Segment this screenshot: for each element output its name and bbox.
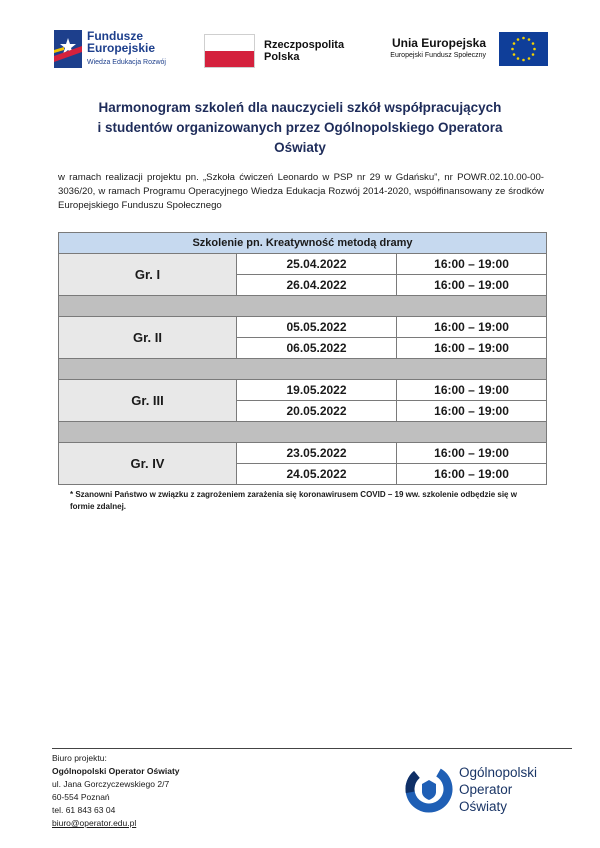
address-org: Ogólnopolski Operator Oświaty — [52, 766, 180, 776]
ue-title: Unia Europejska — [391, 36, 486, 50]
ue-subtitle: Europejski Fundusz Społeczny — [390, 52, 486, 59]
address-phone: tel. 61 843 63 04 — [52, 805, 116, 815]
session-time: 16:00 – 19:00 — [397, 254, 547, 275]
footer-divider — [52, 748, 572, 749]
session-date: 24.05.2022 — [237, 464, 397, 485]
group-label: Gr. I — [59, 254, 237, 296]
fe-star-icon — [54, 30, 82, 68]
covid-note: * Szanowni Państwo w związku z zagrożeniem zarażenia się koronawirusem COVID – 19 ww. szkolenie odbędzie się w formie zdalnej. — [70, 490, 517, 511]
session-date: 06.05.2022 — [237, 338, 397, 359]
group-label: Gr. II — [59, 317, 237, 359]
table-header: Szkolenie pn. Kreatywność metodą dramy — [59, 233, 547, 254]
session-time: 16:00 – 19:00 — [397, 443, 547, 464]
session-time: 16:00 – 19:00 — [397, 464, 547, 485]
session-time: 16:00 – 19:00 — [397, 275, 547, 296]
oo-logo-text: Ogólnopolski Operator Oświaty — [459, 765, 538, 814]
session-date: 20.05.2022 — [237, 401, 397, 422]
session-time: 16:00 – 19:00 — [397, 380, 547, 401]
operator-oswiaty-logo — [405, 762, 565, 822]
address-street: ul. Jana Gorczyczewskiego 2/7 — [52, 779, 170, 789]
fe-name: Fundusze Europejskie — [87, 29, 156, 55]
fe-subtitle: Wiedza Edukacja Rozwój — [87, 59, 166, 66]
rzeczpospolita-logo — [204, 34, 364, 70]
session-date: 25.04.2022 — [237, 254, 397, 275]
email-link[interactable]: biuro@operator.edu.pl — [52, 818, 137, 828]
address-city: 60-554 Poznań — [52, 792, 110, 802]
separator-row — [59, 359, 547, 380]
session-time: 16:00 – 19:00 — [397, 338, 547, 359]
group-label: Gr. III — [59, 380, 237, 422]
separator-row — [59, 296, 547, 317]
eu-flag-icon — [499, 32, 548, 66]
polish-flag-icon — [204, 34, 255, 68]
fundusze-europejskie-logo — [54, 30, 194, 72]
separator-row — [59, 422, 547, 443]
group-label: Gr. IV — [59, 443, 237, 485]
rp-name: Rzeczpospolita Polska — [264, 39, 345, 63]
unia-europejska-logo — [378, 32, 548, 68]
session-date: 05.05.2022 — [237, 317, 397, 338]
session-time: 16:00 – 19:00 — [397, 401, 547, 422]
oo-ring-icon — [405, 765, 453, 813]
intro-paragraph: w ramach realizacji projektu pn. „Szkoła ćwiczeń Leonardo w PSP nr 29 w Gdańsku”, nr POWR.02.10.00-00-3036/20, w ramach Programu Operacyjnego Wiedza Edukacja Rozwój 2014-2020, współfinansowany ze środków Europejskiego Funduszu Społecznego — [58, 172, 544, 211]
address-label: Biuro projektu: — [52, 753, 107, 763]
document-title: Harmonogram szkoleń dla nauczycieli szkół współpracujących i studentów organizowanych przez Ogólnopolskiego Operatora Oświaty — [97, 100, 503, 155]
project-office-address — [52, 752, 180, 830]
session-time: 16:00 – 19:00 — [397, 317, 547, 338]
session-date: 19.05.2022 — [237, 380, 397, 401]
session-date: 26.04.2022 — [237, 275, 397, 296]
schedule-table — [58, 232, 547, 485]
session-date: 23.05.2022 — [237, 443, 397, 464]
